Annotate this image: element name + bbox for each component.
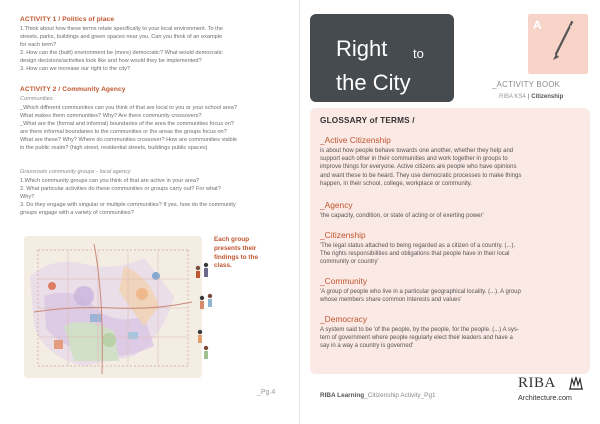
riba-crest-icon (568, 375, 584, 391)
activity-1-title: ACTIVITY 1 / Politics of place (20, 16, 115, 23)
glossary-term: _Democracy (320, 314, 368, 324)
activity-2-line: _Which different communities can you think of that are local to you or your school area? (20, 105, 237, 111)
right-page (300, 0, 600, 424)
callout-line: Each group (214, 236, 250, 243)
activity-badge (528, 14, 588, 74)
footer-page-label (320, 392, 436, 399)
activity-1-line: streets, parks, buildings and green spaces near you. Can you think of an example (20, 34, 223, 40)
title-to: to (413, 46, 424, 61)
activity-book-subtitle (499, 94, 563, 100)
title-the-city: the City (336, 70, 411, 95)
subject-category: Citizenship (531, 94, 564, 100)
activity-1-line: design decisions/activities look like and how would they be implemented? (20, 58, 202, 64)
glossary-definition: A system said to be 'of the people, by the people, for the people. (...) A sys- tem of government where people regularly elect their leaders and have a say in a way a country is governed' (320, 327, 519, 350)
footer-activity-page: _Citizenship Activity_Pg1 (364, 392, 436, 399)
activity-1-line: for each term? (20, 42, 57, 48)
pencil-icon (528, 14, 588, 74)
activity-1-line: 2. How can the (built) environment be (more) democratic? What would democratic (20, 50, 223, 56)
activity-2-line: What makes them communities? Why? Are there community crossovers? (20, 113, 202, 119)
glossary-term: _Citizenship (320, 230, 366, 240)
glossary-definition: 'The legal status attached to being regarded as a citizen of a country. (...). The rights responsibilities and obligations that people have in their local community or country' (320, 243, 516, 266)
riba-logo: RIBA (518, 375, 556, 391)
communities-subheading: Communities (20, 96, 53, 102)
glossary-definition: is about how people behave towards one another, whether they help and support each other in their communities and work together in groups to improve things for everyone. Active citizens are people who have opinions and want these to be heard. They use democratic processes to make things happen, in their school, college, workplace or community. (320, 148, 522, 187)
glossary-definition: 'the capacity, condition, or state of acting or of exerting power' (320, 213, 484, 219)
callout-line: class. (214, 262, 232, 270)
grassroots-subheading: Grassroots community groups - local agency (20, 169, 131, 175)
glossary-definition: 'A group of people who live in a particular geographical locality. (...). A group whose members share common interests and values' (320, 289, 521, 304)
activity-book-label: _ACTIVITY BOOK (492, 80, 561, 89)
footer-riba-learning: RIBA Learning (320, 392, 365, 399)
activity-2-line: in the public realm? (high street, residential streets, buildings public spaces) (20, 145, 208, 151)
glossary-term: _Active Citizenship (320, 135, 391, 145)
glossary-term: _Community (320, 276, 368, 286)
activity-2-line: _What are the (formal and informal) boundaries of the area the communities focus on? (20, 121, 234, 127)
badge-letter: A (533, 18, 542, 32)
grassroots-line: 3. Do they engage with singular or multiple communities? If yes, how do the community (20, 202, 236, 208)
callout-line: findings to the (214, 253, 259, 261)
activity-2-line: What are these? Why? Where do communities crossover? How are communities visible (20, 137, 237, 143)
people-figures-illustration (190, 252, 230, 372)
grassroots-line: 2. What particular activities do these communities or groups carry out? For what? (20, 186, 221, 192)
activity-1-line: 3. How can we increase our right to the city? (20, 66, 131, 72)
riba-website: Architecture.com (518, 393, 572, 402)
community-map-illustration (24, 236, 202, 378)
glossary-panel (310, 108, 590, 374)
glossary-title: GLOSSARY of TERMS / (320, 116, 415, 125)
page-number-left: _Pg.4 (257, 389, 276, 396)
callout-line: presents their (214, 244, 257, 252)
map-drawing (24, 236, 202, 378)
glossary-term: _Agency (320, 200, 353, 210)
title-box (310, 14, 454, 102)
title-right: Right (336, 36, 388, 61)
activity-1-line: 1.Think about how these terms relate specifically to your local environment. To the (20, 26, 223, 32)
activity-2-title: ACTIVITY 2 / Community Agency (20, 86, 126, 93)
grassroots-line: Why? (20, 194, 35, 200)
key-stage-code: RIBA KS4 (499, 94, 526, 100)
grassroots-line: groups engage with a variety of communities? (20, 210, 134, 216)
subtitle-separator: | (527, 94, 530, 100)
grassroots-line: 1.Which community groups can you think of that are active in your area? (20, 178, 200, 184)
activity-2-line: are there informal boundaries to the communities or the areas the groups focus on? (20, 129, 227, 135)
